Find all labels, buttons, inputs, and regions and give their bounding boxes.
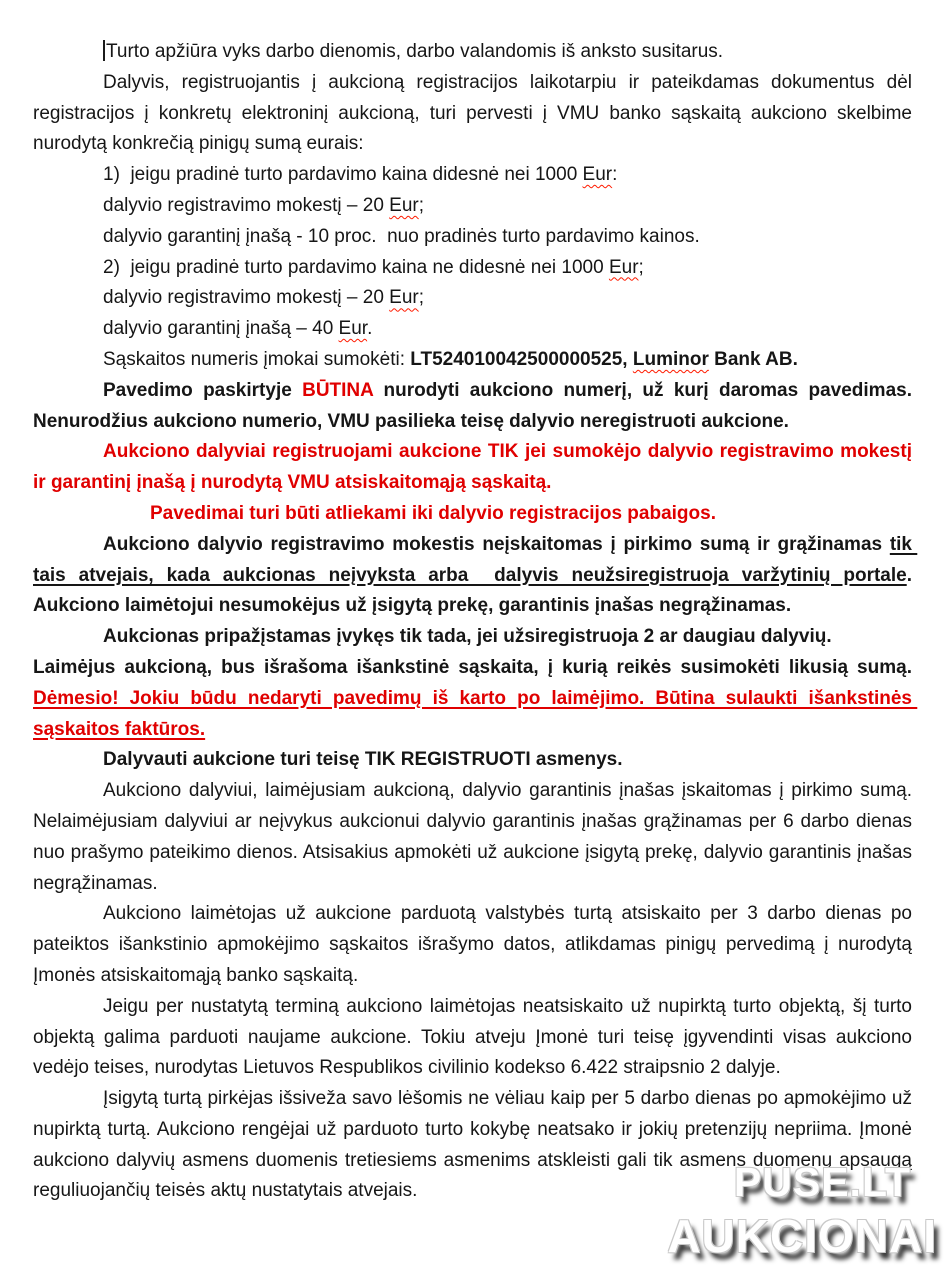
- text-run: Aukciono dalyvio registravimo mokestis neįskaitomas į pirkimo sumą ir grąžinamas: [103, 533, 890, 555]
- text-run: ;: [638, 256, 644, 278]
- text-run: Luminor: [632, 348, 709, 370]
- paragraph-account-number: [33, 345, 912, 376]
- text-run: tik tais atvejais, kada aukcionas neįvyksta arba dalyvis neužsiregistruoja varžytinių portale: [33, 533, 918, 586]
- paragraph-registration-transfer: [33, 68, 918, 160]
- text-run: nurodyti aukciono numerį, už kurį daromas pavedimas. Nenurodžius aukciono numerio, VMU pasilieka teisę dalyvio neregistruoti aukcione.: [33, 379, 918, 432]
- text-run: dalyvio registravimo mokestį – 20: [103, 194, 390, 216]
- text-run: Aukciono dalyviui, laimėjusiam aukcioną, dalyvio garantinis įnašas įskaitomas į pirkimo sumą. Nelaimėjusiam dalyviui ar neįvykus aukcionui dalyvio garantinis įnašas grąžinamas per 6 darbo dienas nuo prašymo pateikimo dienos. Atsisakius apmokėti už aukcione įsigytą prekę, dalyvio garantinis įnašas negrąžinamas.: [33, 780, 918, 894]
- text-run: Dalyvis, registruojantis į aukcioną registracijos laikotarpiu ir pateikdamas dokumentus dėl registracijos į konkretų elektroninį aukcioną, turi pervesti į VMU banko sąskaitą aukciono skelbime nurodytą konkrečią pinigų sumą eurais:: [33, 71, 918, 155]
- paragraph-resale-rights: [33, 992, 918, 1084]
- paragraph-list-item-1: [33, 160, 912, 191]
- text-run: ;: [418, 287, 425, 309]
- text-run: Aukciono laimėtojas už aukcione parduotą valstybės turtą atsiskaito per 3 darbo dienas po pateiktos išankstinio apmokėjimo sąskaitos išrašymo datos, atlikdamas pinigų pervedimą į nurodytą Įmonės atsiskaitomąją banko sąskaitą.: [33, 903, 918, 986]
- text-run: ;: [418, 194, 425, 216]
- watermark: [667, 1160, 937, 1262]
- watermark-line1: PUSE.LT: [733, 1159, 911, 1205]
- text-run: Sąskaitos numeris įmokai sumokėti:: [103, 348, 411, 370]
- paragraph-guarantee-10proc: [33, 222, 912, 253]
- text-run: Eur: [608, 256, 639, 278]
- paragraph-registration-condition: [33, 437, 918, 499]
- text-run: dalyvio registravimo mokestį – 20: [103, 287, 390, 309]
- text-run: Eur: [582, 164, 613, 186]
- paragraph-list-item-2: [33, 253, 912, 284]
- paragraph-winner-invoice-warning: [33, 653, 918, 745]
- text-run: Pavedimo paskirtyje: [103, 379, 303, 401]
- text-run: Bank AB.: [708, 348, 798, 370]
- text-run: Laimėjus aukcioną, bus išrašoma išankstinė sąskaita, į kurią reikės susimokėti likusią sumą.: [33, 656, 918, 678]
- text-run: Pavedimai turi būti atliekami iki dalyvio registracijos pabaigos.: [150, 502, 716, 524]
- paragraph-payments-deadline: [33, 499, 912, 530]
- paragraph-inspection: [33, 37, 912, 68]
- text-run: .: [367, 318, 373, 340]
- paragraph-fee-refund-rules: [33, 530, 918, 622]
- text-run: dalyvio garantinį įnašą - 10 proc. nuo pradinės turto pardavimo kainos.: [103, 225, 700, 247]
- paragraph-fee-20-b: [33, 283, 912, 314]
- text-run: Dėmesio! Jokiu būdu nedaryti pavedimų iš karto po laimėjimo. Būtina sulaukti išankstinės sąskaitos faktūros.: [33, 687, 918, 740]
- paragraph-fee-20-a: [33, 191, 912, 222]
- paragraph-guarantee-refund: [33, 776, 918, 899]
- text-run: Aukciono dalyviai registruojami aukcione TIK jei sumokėjo dalyvio registravimo mokestį ir garantinį įnašą į nurodytą VMU atsiskaitomąją sąskaitą.: [33, 441, 918, 494]
- paragraph-auction-valid: [33, 622, 912, 653]
- text-run: Dalyvauti aukcione turi teisę TIK REGISTRUOTI asmenys.: [103, 749, 623, 771]
- text-run: Eur: [389, 194, 419, 216]
- text-run: BŪTINA: [302, 379, 374, 401]
- text-run: dalyvio garantinį įnašą – 40: [103, 318, 339, 340]
- paragraph-registered-only: [33, 745, 912, 776]
- text-run: Įsigytą turtą pirkėjas išsiveža savo lėšomis ne vėliau kaip per 5 darbo dienas po apmokėjimo už nupirktą turtą. Aukciono rengėjai už parduoto turto kokybę neatsako ir jokių pretenzijų nepriima. Įmonė aukciono dalyvių asmens duomenis tretiesiems asmenims atskleisti gali tik asmens duomenų apsaugą reguliuojančių teisės aktų nustatytais atvejais.: [33, 1088, 918, 1202]
- text-run: Jeigu per nustatytą terminą aukciono laimėtojas neatsiskaito už nupirktą turto objektą, šį turto objektą galima parduoti naujame aukcione. Tokiu atveju Įmonė turi teisę įgyvendinti visas aukciono vedėjo teises, nurodytas Lietuvos Respublikos civilinio kodekso 6.422 straipsnio 2 dalyje.: [33, 995, 918, 1079]
- text-run: Turto apžiūra vyks darbo dienomis, darbo valandomis iš anksto susitarus.: [106, 41, 724, 62]
- paragraph-payment-purpose: [33, 376, 918, 438]
- paragraph-settlement-3days: [33, 899, 918, 991]
- text-cursor: [103, 40, 105, 61]
- text-run: 1) jeigu pradinė turto pardavimo kaina didesnė nei 1000: [103, 164, 583, 186]
- paragraph-guarantee-40: [33, 314, 912, 345]
- text-run: Eur: [389, 287, 419, 309]
- text-run: Eur: [338, 318, 368, 340]
- text-run: LT524010042500000525,: [410, 348, 633, 370]
- watermark-line2: AUKCIONAI: [667, 1209, 937, 1262]
- text-run: . Aukciono laimėtojui nesumokėjus už įsigytą prekę, garantinis įnašas negrąžinamas.: [33, 564, 917, 617]
- text-run: 2) jeigu pradinė turto pardavimo kaina ne didesnė nei 1000: [103, 256, 609, 278]
- text-run: Aukcionas pripažįstamas įvykęs tik tada, jei užsiregistruoja 2 ar daugiau dalyvių.: [103, 626, 832, 648]
- text-run: :: [612, 164, 618, 186]
